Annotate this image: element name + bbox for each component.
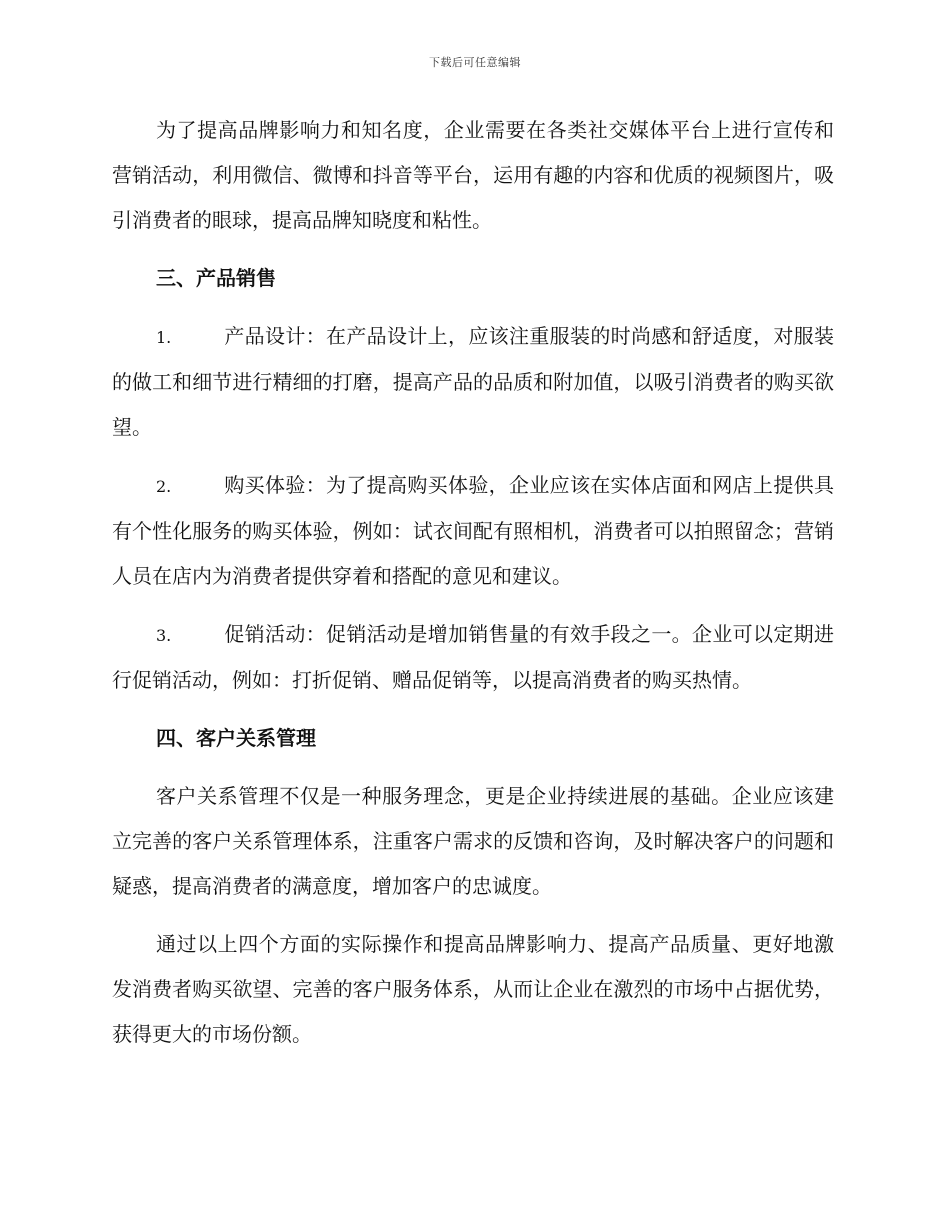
list-item-text: 购买体验：为了提高购买体验，企业应该在实体店面和网店上提供具有个性化服务的购买体验，例如：试衣间配有照相机，消费者可以拍照留念；营销人员在店内为消费者提供穿着和搭配的意见和建议。 <box>112 473 834 588</box>
list-item <box>112 612 834 703</box>
customer-relations-paragraph: 客户关系管理不仅是一种服务理念，更是企业持续进展的基础。企业应该建立完善的客户关系管理体系，注重客户需求的反馈和咨询，及时解决客户的问题和疑惑，提高消费者的满意度，增加客户的忠诚度。 <box>112 784 834 898</box>
section-heading-customer-relations: 四、客户关系管理 <box>156 726 316 750</box>
list-item-number: 3. <box>156 626 172 645</box>
list-item-number: 1. <box>156 328 172 347</box>
list-item <box>112 314 834 450</box>
intro-paragraph: 为了提高品牌影响力和知名度，企业需要在各类社交媒体平台上进行宣传和营销活动，利用微信、微博和抖音等平台，运用有趣的内容和优质的视频图片，吸引消费者的眼球，提高品牌知晓度和粘性。 <box>112 118 834 232</box>
list-item-number: 2. <box>156 477 172 496</box>
conclusion-paragraph: 通过以上四个方面的实际操作和提高品牌影响力、提高产品质量、更好地激发消费者购买欲望、完善的客户服务体系，从而让企业在激烈的市场中占据优势，获得更大的市场份额。 <box>112 932 834 1046</box>
page-header: 下载后可任意编辑 <box>429 56 521 69</box>
document-body <box>112 108 834 1070</box>
list-item-text: 产品设计：在产品设计上，应该注重服装的时尚感和舒适度，对服装的做工和细节进行精细的打磨，提高产品的品质和附加值，以吸引消费者的购买欲望。 <box>112 324 834 439</box>
list-item <box>112 463 834 599</box>
section-heading-product-sales: 三、产品销售 <box>156 266 276 290</box>
list-item-text: 促销活动：促销活动是增加销售量的有效手段之一。企业可以定期进行促销活动，例如：打折促销、赠品促销等，以提高消费者的购买热情。 <box>112 622 834 692</box>
